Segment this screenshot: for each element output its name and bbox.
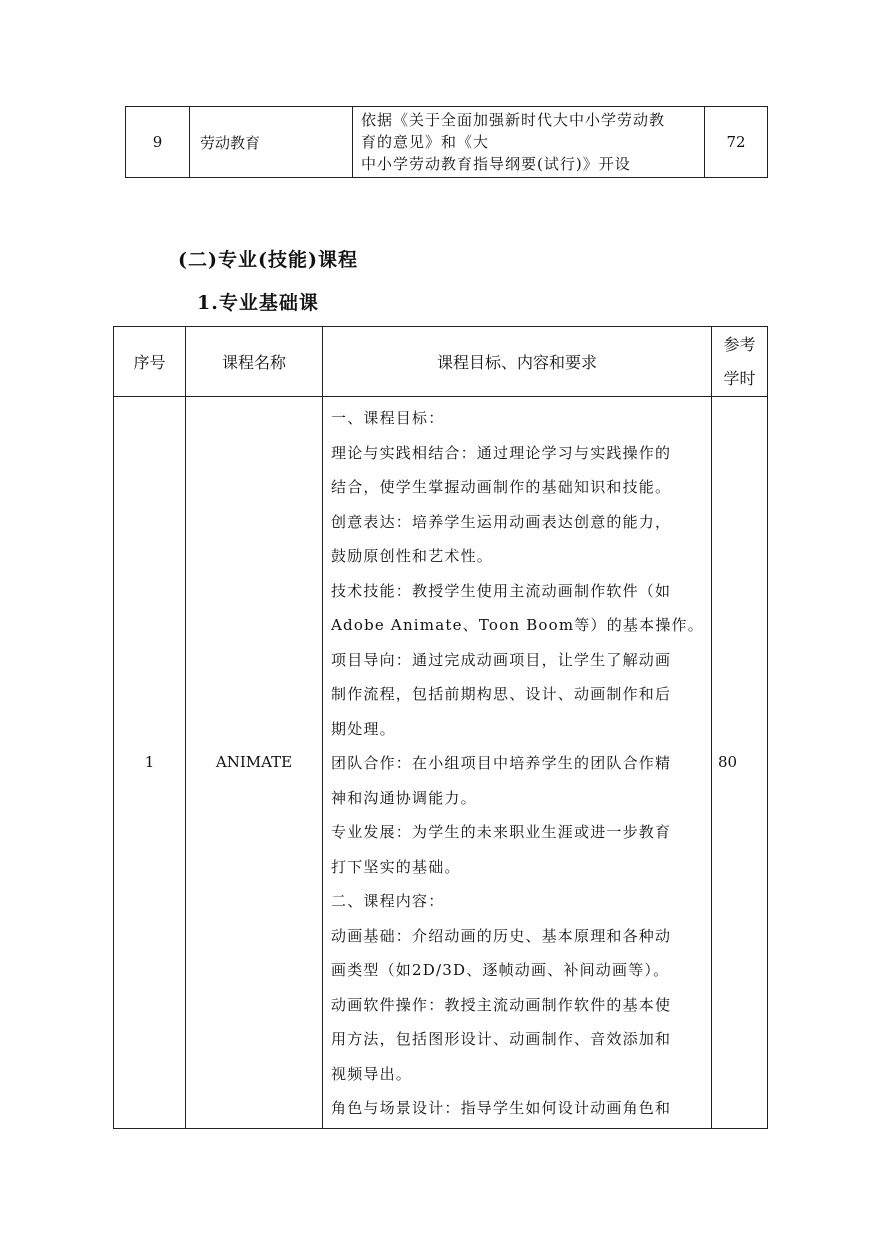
course-description (353, 107, 705, 178)
description-line: 角色与场景设计：指导学生如何设计动画角色和 (331, 1099, 672, 1117)
header-hours-line: 学时 (723, 368, 756, 388)
course-hours: 72 (705, 107, 768, 178)
header-description: 课程目标、内容和要求 (323, 327, 712, 397)
description-line: 依据《关于全面加强新时代大中小学劳动教 (361, 111, 666, 129)
description-line: 育的意见》和《大 (361, 133, 490, 151)
description-line: 创意表达：培养学生运用动画表达创意的能力， (331, 512, 672, 531)
description-line: 二、课程内容： (331, 892, 445, 910)
previous-course-table (125, 106, 768, 178)
foundation-course-table (113, 326, 768, 1129)
description-line: 项目导向：通过完成动画项目，让学生了解动画 (331, 650, 672, 669)
header-number: 序号 (114, 327, 186, 397)
description-line: 动画基础：介绍动画的历史、基本原理和各种动 (331, 926, 672, 945)
description-line: 中小学劳动教育指导纲要(试行)》开设 (361, 155, 631, 173)
description-line: Adobe Animate、Toon Boom等）的基本操作。 (331, 616, 704, 634)
subsection-heading: 1.专业基础课 (197, 292, 319, 314)
table-row (114, 397, 768, 1129)
description-line: 鼓励原创性和艺术性。 (331, 547, 494, 565)
description-line: 动画软件操作：教授主流动画制作软件的基本使 (331, 995, 672, 1014)
course-description (323, 397, 712, 1129)
description-line: 理论与实践相结合：通过理论学习与实践操作的 (331, 443, 672, 462)
description-line: 团队合作：在小组项目中培养学生的团队合作精 (331, 754, 672, 772)
description-line: 神和沟通协调能力。 (331, 788, 477, 807)
course-hours: 80 (712, 397, 768, 1129)
description-line: 期处理。 (331, 719, 396, 738)
header-hours-line: 参考 (723, 334, 756, 354)
section-heading: (二)专业(技能)课程 (178, 249, 358, 271)
description-line: 打下坚实的基础。 (331, 857, 461, 876)
course-name: 劳动教育 (190, 107, 353, 178)
description-line: 专业发展：为学生的未来职业生涯或进一步教育 (331, 823, 672, 841)
description-line: 视频导出。 (331, 1064, 413, 1083)
header-course-name: 课程名称 (186, 327, 323, 397)
row-number: 9 (126, 107, 190, 178)
description-line: 一、课程目标： (331, 409, 445, 427)
description-line: 结合，使学生掌握动画制作的基础知识和技能。 (331, 478, 672, 496)
table-row (126, 107, 768, 178)
description-line: 技术技能：教授学生使用主流动画制作软件（如 (331, 581, 672, 600)
description-line: 画类型（如2D/3D、逐帧动画、补间动画等）。 (331, 961, 670, 979)
course-name: ANIMATE (186, 397, 323, 1129)
row-number: 1 (114, 397, 186, 1129)
description-line: 制作流程，包括前期构思、设计、动画制作和后 (331, 685, 672, 703)
table-header-row (114, 327, 768, 397)
header-hours (712, 327, 768, 397)
description-line: 用方法，包括图形设计、动画制作、音效添加和 (331, 1030, 672, 1048)
